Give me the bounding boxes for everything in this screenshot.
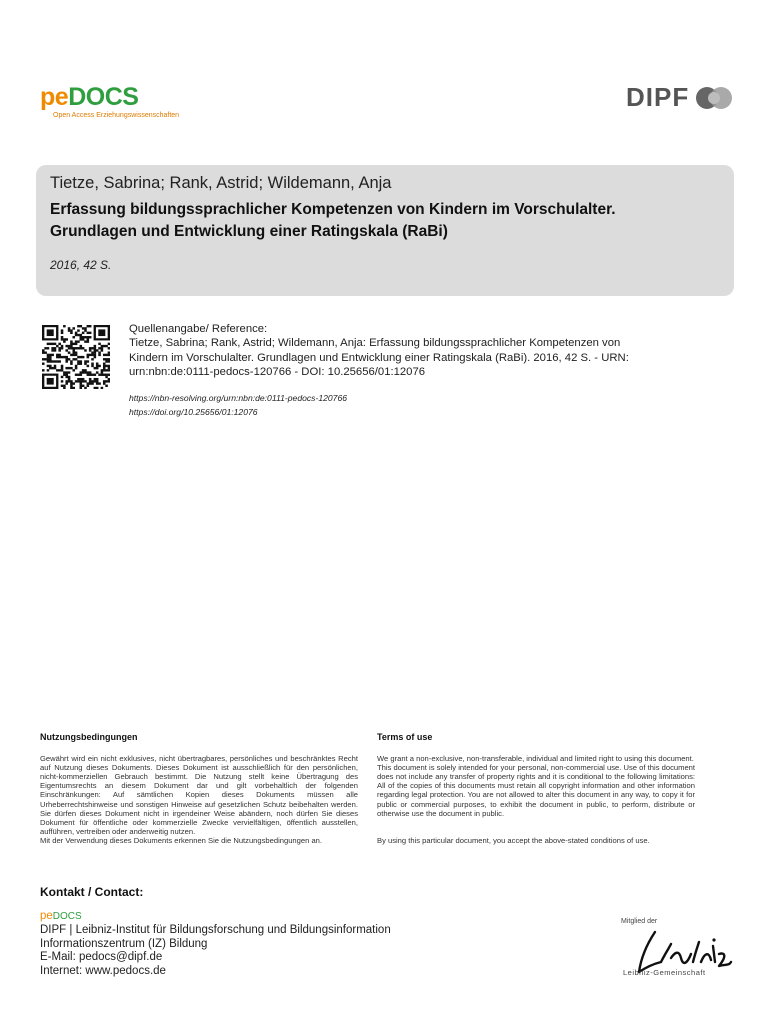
- qr-code-icon: [42, 325, 110, 389]
- pedocs-logo-pe: pe: [40, 83, 69, 111]
- contact-logo-docs: DOCS: [52, 911, 82, 922]
- dipf-circles-icon: [695, 86, 735, 110]
- contact-line-1: DIPF | Leibniz-Institut für Bildungsforschung und Bildungsinformation: [40, 924, 391, 936]
- urn-link[interactable]: https://nbn-resolving.org/urn:nbn:de:0111-pedocs-120766: [129, 393, 348, 403]
- terms-german-para-2: Mit der Verwendung dieses Dokuments erkennen Sie die Nutzungsbedingungen an.: [40, 835, 322, 845]
- contact-heading: Kontakt / Contact:: [40, 885, 144, 899]
- leibniz-member-label: Mitglied der: [621, 918, 658, 925]
- contact-email[interactable]: E-Mail: pedocs@dipf.de: [40, 951, 163, 963]
- dipf-logo-text: DIPF: [626, 82, 690, 112]
- contact-line-2: Informationszentrum (IZ) Bildung: [40, 937, 208, 950]
- terms-german-para-1: Gewährt wird ein nicht exklusives, nicht übertragbares, persönliches und beschränktes Recht auf Nutzung dieses Dokuments. Dieses Dokument ist ausschließlich für den persönlichen, nicht-kommerziellen Gebrauch bestimmt. Die Nutzung stellt keine Übertragung des Eigentumsrechts an diesem Dokument dar und gilt vorbehaltlich der folgenden Einschränkungen: Auf sämtlichen Kopien dieses Dokuments müssen alle Urheberrechtshinweise und sonstigen Hinweise auf gesetzlichen Schutz beibehalten werden. Sie dürfen dieses Dokument nicht in irgendeiner Weise abändern, noch dürfen Sie dieses Dokument für öffentliche oder kommerzielle Zwecke vervielfältigen, öffentlich ausstellen, aufführen, vertreiben oder anderweitig nutzen.: [40, 754, 358, 836]
- pedocs-logo: [40, 84, 179, 119]
- title-line-2: Grundlagen und Entwicklung einer Ratingskala (RaBi): [50, 223, 448, 240]
- reference-line-2: Kindern im Vorschulalter. Grundlagen und Entwicklung einer Ratingskala (RaBi). 2016, 42 S. - URN:: [129, 351, 629, 364]
- leibniz-signature-icon: [615, 918, 735, 988]
- date-pages: 2016, 42 S.: [50, 258, 112, 272]
- reference-label: Quellenangabe/ Reference:: [129, 323, 268, 335]
- reference-line-3: urn:nbn:de:0111-pedocs-120766 - DOI: 10.25656/01:12076: [129, 365, 426, 378]
- terms-english-para-3: By using this particular document, you accept the above-stated conditions of use.: [377, 835, 650, 845]
- dipf-logo: [626, 82, 735, 113]
- title-line-1: Erfassung bildungssprachlicher Kompetenzen von Kindern im Vorschulalter.: [50, 201, 616, 218]
- doi-link[interactable]: https://doi.org/10.25656/01:12076: [129, 406, 258, 417]
- authors: Tietze, Sabrina; Rank, Astrid; Wildemann, Anja: [50, 174, 392, 192]
- terms-english-para-2: This document is solely intended for your personal, non-commercial use. Use of this document does not include any transfer of property rights and it is conditional to the following limitations: All of the copies of this documents must retain all copyright information and other information regarding legal protection. You are not allowed to alter this document in any way, to copy it for public or commercial purposes, to exhibit the document in public, to perform, distribute or otherwise use the document in public.: [377, 763, 695, 818]
- contact-logo-pe: pe: [40, 910, 53, 922]
- terms-english-para-1: We grant a non-exclusive, non-transferable, individual and limited right to using this document.: [377, 754, 694, 764]
- terms-english-heading: Terms of use: [377, 732, 433, 742]
- pedocs-tagline: Open Access Erziehungswissenschaften: [53, 112, 180, 119]
- reference-line-1: Tietze, Sabrina; Rank, Astrid; Wildemann, Anja: Erfassung bildungssprachlicher Kompetenzen von: [129, 337, 621, 350]
- terms-english: [377, 733, 695, 854]
- pedocs-logo-docs: DOCS: [68, 83, 139, 111]
- terms-german: [40, 733, 358, 854]
- leibniz-logo: [615, 918, 735, 988]
- document-title: [50, 199, 730, 243]
- leibniz-gemeinschaft-label: Leibniz-Gemeinschaft: [623, 968, 706, 977]
- contact-pedocs-logo: [40, 910, 391, 923]
- terms-german-heading: Nutzungsbedingungen: [40, 732, 138, 742]
- reference-links: [129, 392, 347, 419]
- contact-website[interactable]: Internet: www.pedocs.de: [40, 964, 166, 977]
- contact-block: [40, 885, 391, 978]
- reference-block: [129, 322, 729, 379]
